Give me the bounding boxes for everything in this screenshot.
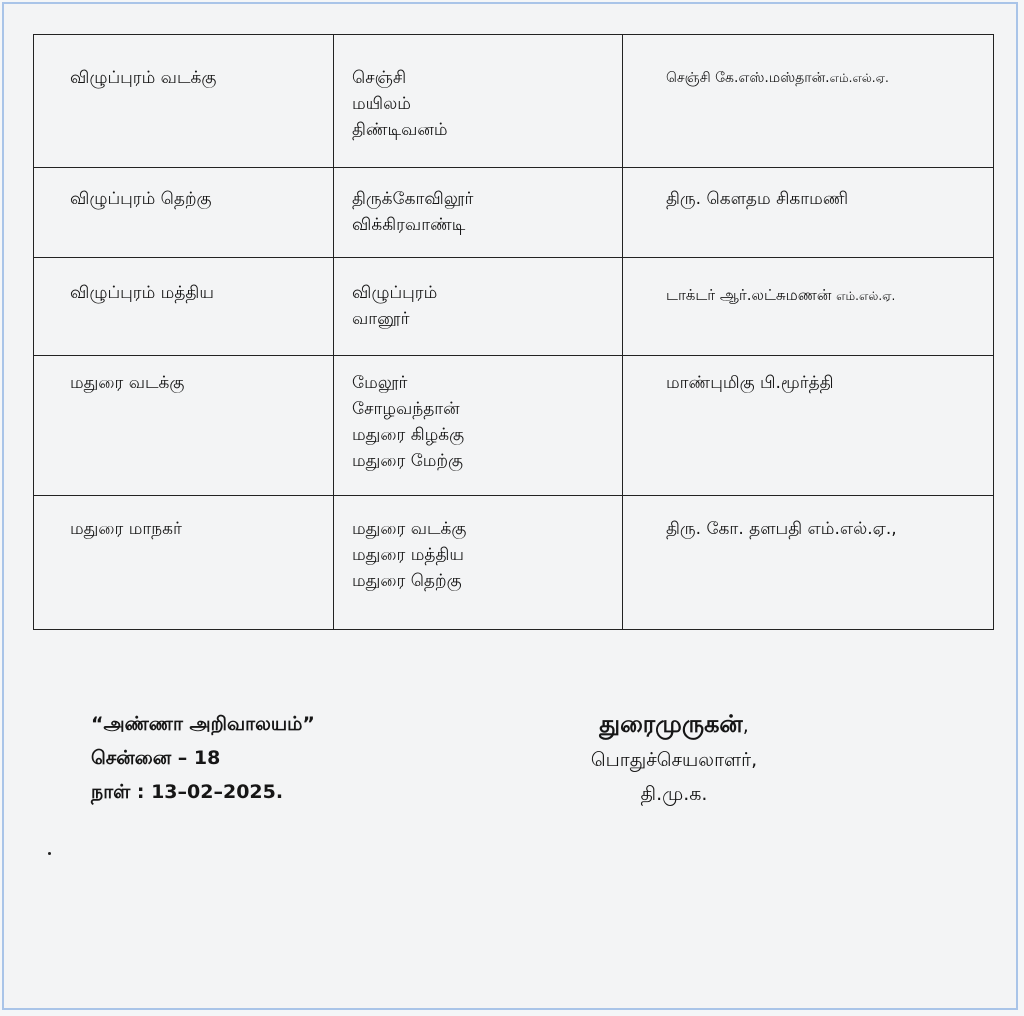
table-row <box>34 356 994 496</box>
incharge-cell <box>623 356 994 496</box>
constituency: திருக்கோவிலூர் <box>352 189 474 209</box>
district-cell <box>34 356 334 496</box>
incharge-cell <box>623 35 994 168</box>
constituency: சோழவந்தான் <box>352 399 460 419</box>
district-name: விழுப்புரம் மத்திய <box>70 283 214 303</box>
constituency: திண்டிவனம் <box>352 120 448 140</box>
incharge-suffix: எம்.எல்.ஏ. <box>836 289 896 303</box>
district-name: மதுரை மாநகர் <box>70 519 182 539</box>
constituency-cell <box>334 258 623 356</box>
table-row <box>34 496 994 630</box>
constituency: வானூர் <box>352 309 410 329</box>
constituency: மதுரை வடக்கு <box>352 519 467 539</box>
office-city: சென்னை – 18 <box>91 747 221 769</box>
table-row <box>34 35 994 168</box>
table-row <box>34 168 994 258</box>
constituency: மதுரை கிழக்கு <box>352 425 465 445</box>
constituency: செஞ்சி <box>352 68 407 88</box>
issue-date: நாள் : 13–02–2025. <box>91 781 284 803</box>
incharge-cell <box>623 168 994 258</box>
district-cell <box>34 496 334 630</box>
constituency-cell <box>334 356 623 496</box>
incharge-cell <box>623 258 994 356</box>
district-cell <box>34 258 334 356</box>
party-name: தி.மு.க. <box>640 783 708 805</box>
issue-place-date <box>91 707 315 809</box>
constituency: மதுரை தெற்கு <box>352 571 462 591</box>
signature-block <box>544 707 804 811</box>
district-cell <box>34 35 334 168</box>
constituency: விழுப்புரம் <box>352 283 438 303</box>
incharge-name: மாண்புமிகு பி.மூர்த்தி <box>666 373 834 393</box>
signatory-comma: , <box>742 715 749 737</box>
constituency: மதுரை மேற்கு <box>352 451 464 471</box>
office-name: “அண்ணா அறிவாலயம்” <box>91 713 315 735</box>
incharge-name: திரு. கோ. தளபதி எம்.எல்.ஏ., <box>666 519 897 539</box>
constituency: மேலூர் <box>352 373 408 393</box>
constituency-cell <box>334 35 623 168</box>
constituency: மதுரை மத்திய <box>352 545 464 565</box>
constituency: மயிலம் <box>352 94 411 114</box>
incharge-name: டாக்டர் ஆர்.லட்சுமணன் <box>666 286 832 304</box>
incharge-suffix: எம்.எல்.ஏ. <box>829 71 889 85</box>
signatory-name: துரைமுருகன் <box>599 710 743 738</box>
stray-dot <box>48 852 51 855</box>
district-name: மதுரை வடக்கு <box>70 373 185 393</box>
incharge-name: திரு. கௌதம சிகாமணி <box>666 189 849 209</box>
district-name: விழுப்புரம் தெற்கு <box>70 189 212 209</box>
constituency: விக்கிரவாண்டி <box>352 215 466 235</box>
constituency-cell <box>334 168 623 258</box>
incharge-name: செஞ்சி கே.எஸ்.மஸ்தான். <box>666 70 830 86</box>
district-incharge-table <box>33 34 994 630</box>
signatory-title: பொதுச்செயலாளர், <box>590 749 758 771</box>
district-cell <box>34 168 334 258</box>
table-row <box>34 258 994 356</box>
constituency-cell <box>334 496 623 630</box>
incharge-cell <box>623 496 994 630</box>
document-page <box>2 2 1018 1010</box>
district-name: விழுப்புரம் வடக்கு <box>70 68 217 88</box>
